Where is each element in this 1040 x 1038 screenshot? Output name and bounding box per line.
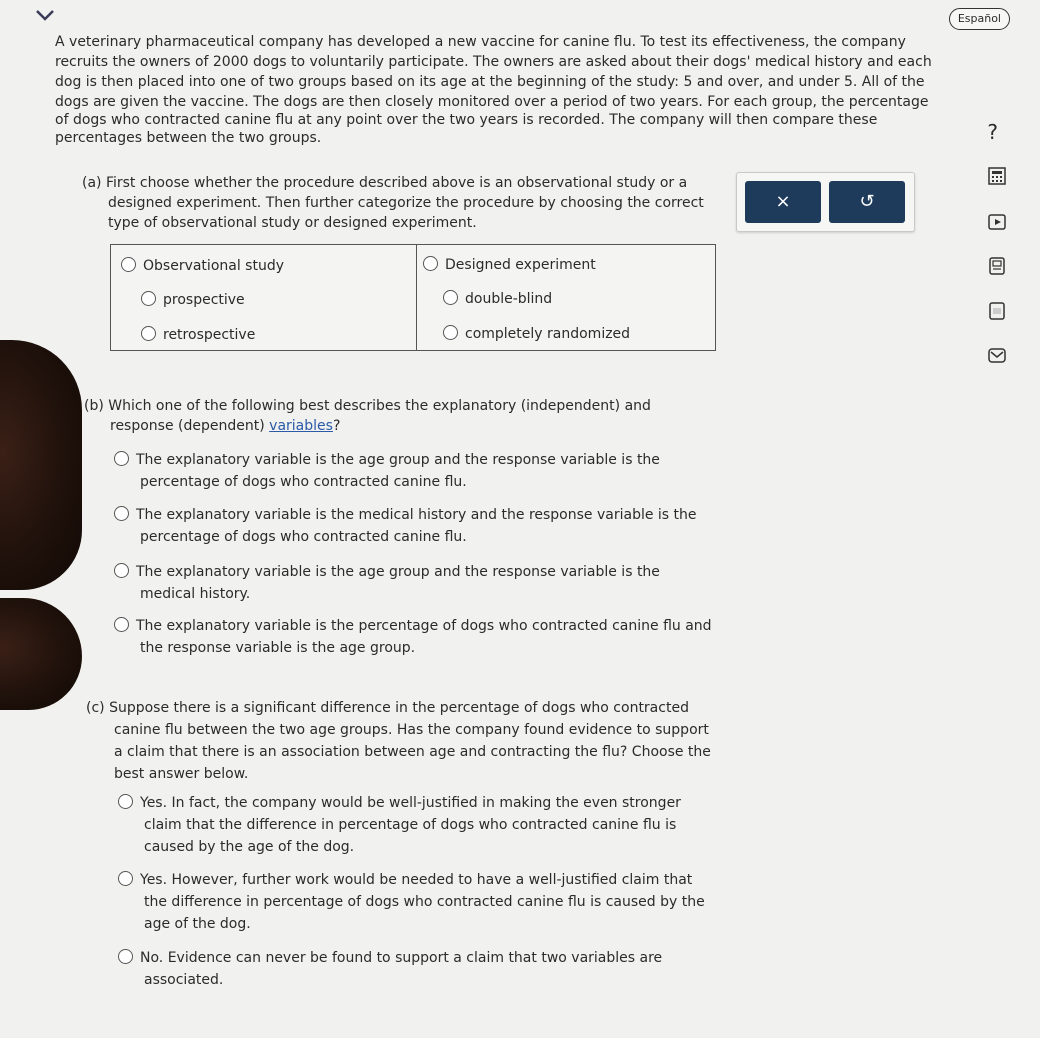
radio-icon — [114, 617, 129, 632]
part-b-option-3[interactable] — [114, 561, 660, 605]
completely-randomized-label: completely randomized — [465, 326, 631, 342]
option-text: No. Evidence can never be found to support a claim that two variables are — [140, 950, 663, 966]
retrospective-label: retrospective — [163, 327, 256, 343]
radio-icon — [118, 794, 133, 809]
option-text: Yes. However, further work would be needed to have a well-justified claim that — [140, 872, 693, 888]
intro-line: percentages between the two groups. — [55, 130, 322, 146]
part-c-line: (c) Suppose there is a significant difference in the percentage of dogs who contracted — [86, 700, 689, 716]
option-text: The explanatory variable is the percentage of dogs who contracted canine flu and — [136, 618, 712, 634]
problem-statement — [55, 32, 945, 148]
intro-line: dog is then placed into one of two groups based on its age at the beginning of the study: 5 and over, and under 5. All of the — [55, 74, 925, 90]
option-text: percentage of dogs who contracted canine flu. — [140, 529, 467, 545]
undo-button[interactable]: ↺ — [829, 181, 905, 223]
option-text: the difference in percentage of dogs who contracted canine flu is caused by the — [144, 894, 705, 910]
part-c-option-2[interactable] — [118, 869, 705, 935]
radio-icon — [114, 451, 129, 466]
intro-line: recruits the owners of 2000 dogs to voluntarily participate. The owners are asked about their dogs' medical history and each — [55, 54, 932, 70]
part-c-line: best answer below. — [114, 766, 249, 782]
part-b-line-2 — [84, 416, 724, 436]
language-button[interactable]: Español — [949, 8, 1010, 30]
part-a-line: type of observational study or designed experiment. — [108, 215, 477, 231]
variables-link[interactable]: variables — [269, 418, 333, 434]
prospective-radio[interactable] — [141, 289, 245, 311]
table-divider — [416, 245, 417, 350]
radio-icon — [443, 290, 458, 305]
part-b-text: response (dependent) — [110, 418, 270, 434]
intro-line: of dogs who contracted canine flu at any point over the two years is recorded. The company will then compare these — [55, 112, 878, 128]
designed-experiment-radio[interactable] — [423, 254, 596, 276]
radio-icon — [114, 563, 129, 578]
option-text: age of the dog. — [144, 916, 251, 932]
radio-icon — [141, 291, 156, 306]
part-b-option-1[interactable] — [114, 449, 660, 493]
calculator-icon[interactable] — [988, 167, 1006, 185]
study-type-table — [110, 244, 716, 351]
answer-toolbox — [736, 172, 915, 232]
part-b-line: (b) Which one of the following best describes the explanatory (independent) and — [84, 398, 651, 414]
part-b-option-4[interactable] — [114, 615, 712, 659]
part-c-line: canine flu between the two age groups. Has the company found evidence to support — [114, 722, 709, 738]
finger-shape — [0, 598, 82, 710]
play-video-icon[interactable] — [988, 213, 1006, 231]
part-b-question-mark: ? — [332, 418, 341, 434]
part-a-prompt — [82, 173, 722, 233]
option-text: caused by the age of the dog. — [144, 839, 355, 855]
radio-icon — [114, 506, 129, 521]
radio-icon — [121, 257, 136, 272]
message-icon[interactable] — [988, 346, 1006, 364]
retrospective-radio[interactable] — [141, 324, 255, 346]
option-text: Yes. In fact, the company would be well-justified in making the even stronger — [140, 795, 681, 811]
part-c-option-3[interactable] — [118, 947, 662, 991]
radio-icon — [423, 256, 438, 271]
part-b-option-2[interactable] — [114, 504, 697, 548]
completely-randomized-radio[interactable] — [443, 323, 630, 345]
designed-experiment-label: Designed experiment — [445, 257, 596, 273]
double-blind-radio[interactable] — [443, 288, 552, 310]
textbook-icon[interactable] — [988, 302, 1006, 320]
option-text: The explanatory variable is the age group and the response variable is the — [136, 452, 660, 468]
collapse-chevron-icon[interactable] — [28, 4, 62, 30]
intro-line: dogs are given the vaccine. The dogs are then closely monitored over a period of two years. For each group, the percentage — [55, 94, 929, 110]
intro-line: A veterinary pharmaceutical company has developed a new vaccine for canine flu. To test its effectiveness, the company — [55, 34, 906, 50]
part-b-prompt — [84, 396, 724, 436]
option-text: The explanatory variable is the age group and the response variable is the — [136, 564, 660, 580]
option-text: The explanatory variable is the medical history and the response variable is the — [136, 507, 697, 523]
part-c-line: a claim that there is an association between age and contracting the flu? Choose the — [114, 744, 711, 760]
finger-shape — [0, 340, 82, 590]
book-icon[interactable] — [988, 257, 1006, 275]
option-text: claim that the difference in percentage of dogs who contracted canine flu is — [144, 817, 677, 833]
double-blind-label: double-blind — [465, 291, 553, 307]
option-text: associated. — [144, 972, 224, 988]
observational-study-label: Observational study — [143, 258, 284, 274]
prospective-label: prospective — [163, 292, 245, 308]
option-text: medical history. — [140, 586, 251, 602]
part-c-option-1[interactable] — [118, 792, 681, 858]
radio-icon — [118, 871, 133, 886]
radio-icon — [443, 325, 458, 340]
radio-icon — [118, 949, 133, 964]
part-a-line: designed experiment. Then further categorize the procedure by choosing the correct — [108, 195, 704, 211]
option-text: the response variable is the age group. — [140, 640, 416, 656]
part-c-prompt — [86, 697, 726, 785]
clear-answer-button[interactable]: × — [745, 181, 821, 223]
observational-study-radio[interactable] — [121, 255, 284, 277]
help-button[interactable]: ? — [987, 120, 998, 144]
part-a-line: (a) First choose whether the procedure described above is an observational study or a — [82, 175, 688, 191]
radio-icon — [141, 326, 156, 341]
option-text: percentage of dogs who contracted canine flu. — [140, 474, 467, 490]
